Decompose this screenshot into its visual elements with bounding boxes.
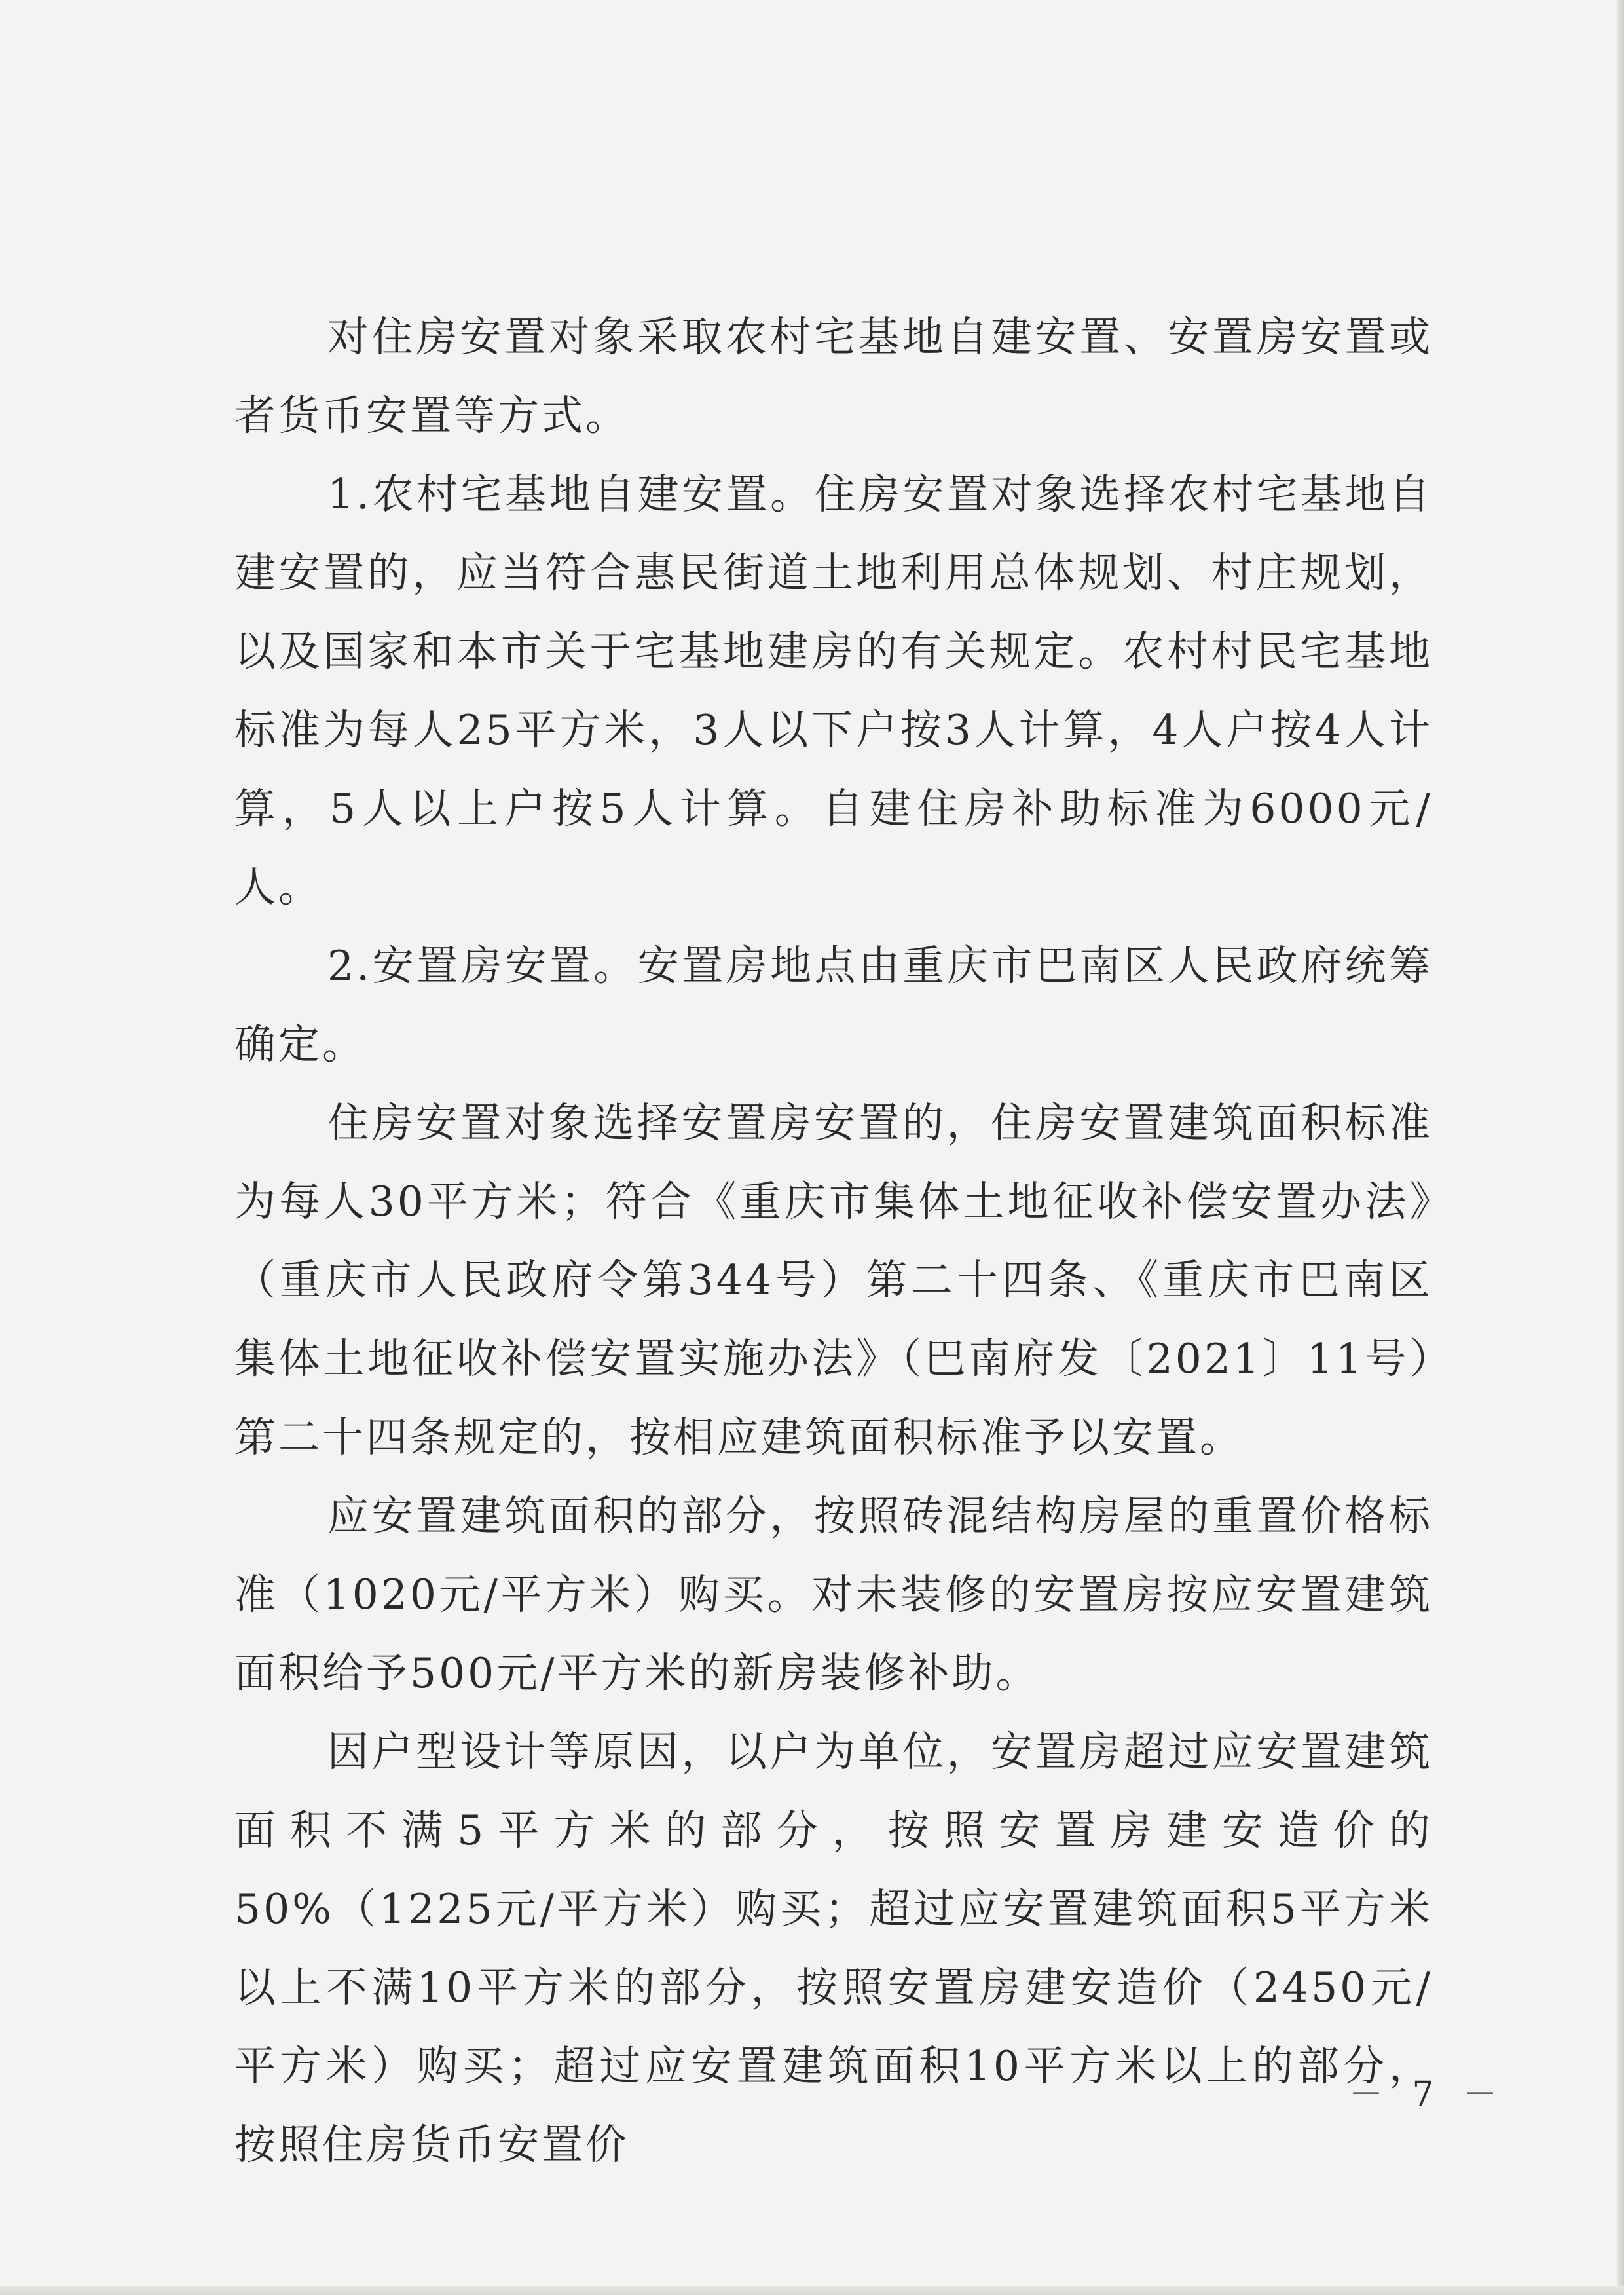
- scan-edge-shadow: [1617, 0, 1624, 2295]
- paragraph-resettlement-housing: 2.安置房安置。安置房地点由重庆市巴南区人民政府统筹确定。: [234, 942, 1433, 1068]
- page-number: － 7 －: [1349, 2075, 1507, 2114]
- paragraph-homestead-self-build: 1.农村宅基地自建安置。住房安置对象选择农村宅基地自建安置的，应当符合惠民街道土地利用总体规划、村庄规划，以及国家和本市关于宅基地建房的有关规定。农村村民宅基地标准为每人25平方米，3人以下户按3人计算，4人户按4人计算，5人以上户按5人计算。自建住房补助标准为6000元/人。: [234, 470, 1433, 911]
- paragraph-housing-methods: 对住房安置对象采取农村宅基地自建安置、安置房安置或者货币安置等方式。: [234, 313, 1433, 439]
- paragraph-purchase-price: 应安置建筑面积的部分，按照砖混结构房屋的重置价格标准（1020元/平方米）购买。对未装修的安置房按应安置建筑面积给予500元/平方米的新房装修补助。: [234, 1492, 1433, 1697]
- body-text: [234, 298, 1433, 2184]
- paragraph-area-standard: 住房安置对象选择安置房安置的，住房安置建筑面积标准为每人30平方米；符合《重庆市集体土地征收补偿安置办法》（重庆市人民政府令第344号）第二十四条、《重庆市巴南区集体土地征收补偿安置实施办法》（巴南府发〔2021〕11号）第二十四条规定的，按相应建筑面积标准予以安置。: [234, 1099, 1433, 1461]
- scan-bottom-shadow: [0, 2286, 1624, 2295]
- paragraph-excess-area: 因户型设计等原因，以户为单位，安置房超过应安置建筑面积不满5平方米的部分，按照安置房建安造价的50%（1225元/平方米）购买；超过应安置建筑面积5平方米以上不满10平方米的部分，按照安置房建安造价（2450元/平方米）购买；超过应安置建筑面积10平方米以上的部分，按照住房货币安置价: [234, 1728, 1433, 2169]
